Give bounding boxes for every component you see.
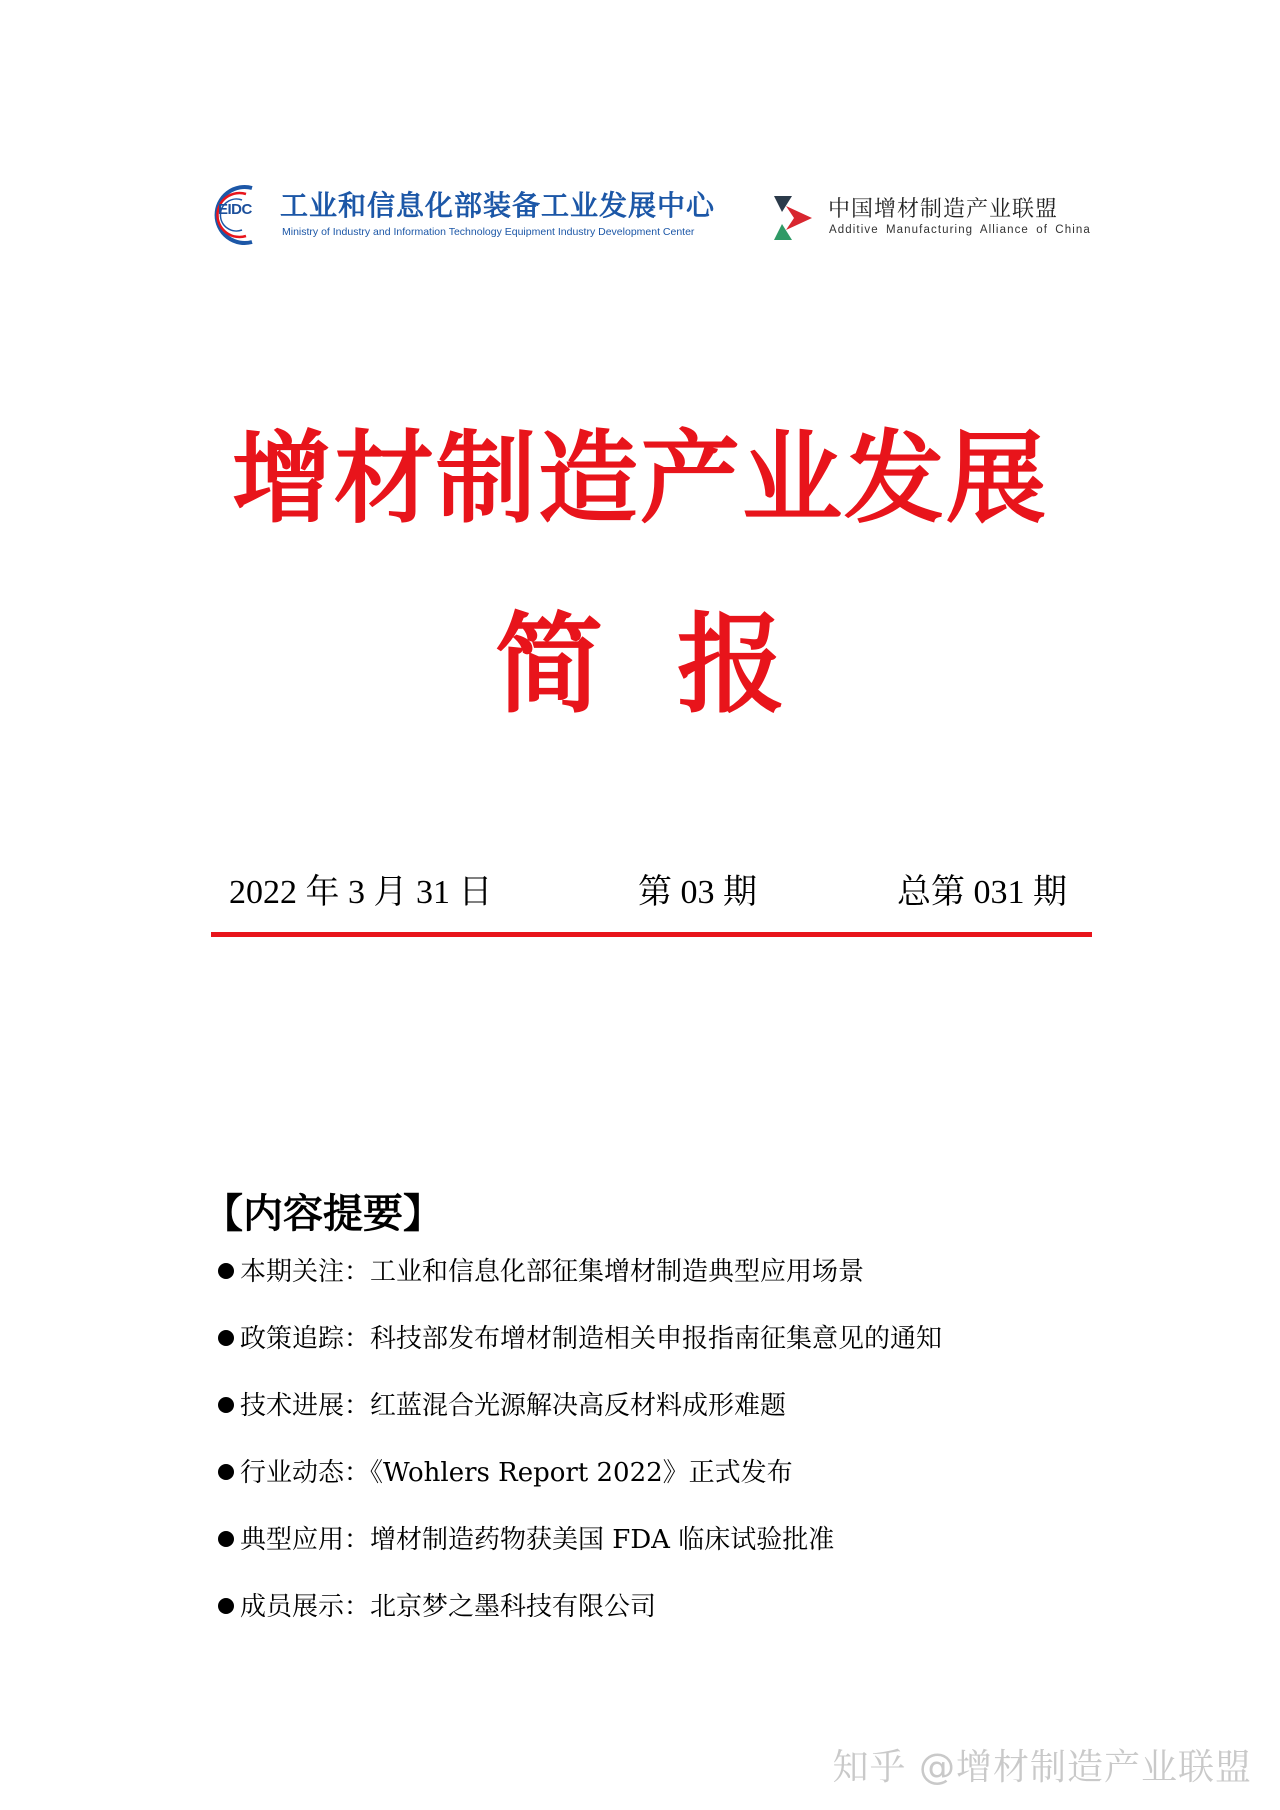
- issue-total-number: 总第 031 期: [897, 874, 1067, 911]
- report-title: 增材制造产业发展: [232, 419, 1048, 537]
- summary-item: [218, 1455, 942, 1522]
- summary-item-text: 红蓝混合光源解决高反材料成形难题: [370, 1391, 787, 1421]
- issue-number: 第 03 期: [638, 874, 757, 911]
- eidc-logo: [212, 178, 716, 254]
- bullet-icon: [218, 1531, 234, 1547]
- eidc-mark-text: EIDC: [218, 201, 252, 218]
- summary-item-label: 典型应用：: [240, 1525, 371, 1555]
- issue-info-row: [0, 864, 1280, 914]
- bullet-icon: [218, 1330, 234, 1346]
- bullet-icon: [218, 1263, 234, 1279]
- alliance-name-cn: 中国增材制造产业联盟: [828, 197, 1059, 222]
- zhihu-watermark: 知乎 @增材制造产业联盟: [832, 1747, 1252, 1788]
- bullet-icon: [218, 1464, 234, 1480]
- summary-item: [218, 1522, 942, 1589]
- summary-item: [218, 1321, 942, 1388]
- summary-item-text: 科技部发布增材制造相关申报指南征集意见的通知: [370, 1324, 943, 1354]
- bullet-icon: [218, 1598, 234, 1614]
- summary-list: [218, 1254, 942, 1656]
- summary-item: [218, 1254, 942, 1321]
- alliance-name-en: Additive Manufacturing Alliance of China: [829, 224, 1091, 236]
- summary-item-label: 成员展示：: [240, 1592, 371, 1622]
- alliance-logo: [772, 190, 1092, 250]
- summary-item-text: 工业和信息化部征集增材制造典型应用场景: [370, 1257, 865, 1287]
- summary-item-label: 技术进展：: [240, 1391, 371, 1421]
- summary-item: [218, 1388, 942, 1455]
- summary-item-text: 北京梦之墨科技有限公司: [370, 1592, 657, 1622]
- summary-item-label: 本期关注：: [240, 1257, 371, 1287]
- bullet-icon: [218, 1397, 234, 1413]
- issue-date: 2022 年 3 月 31 日: [229, 874, 493, 911]
- alliance-emblem-icon: [772, 192, 816, 244]
- summary-item-text: 《Wohlers Report 2022》正式发布: [370, 1458, 793, 1488]
- org-name-en: Ministry of Industry and Information Technology Equipment Industry Development Center: [282, 226, 695, 238]
- summary-item-label: 行业动态：: [240, 1458, 371, 1488]
- summary-item: [218, 1589, 942, 1656]
- report-subtitle: 简报: [494, 602, 859, 728]
- org-name-cn: 工业和信息化部装备工业发展中心: [280, 189, 716, 222]
- summary-item-label: 政策追踪：: [240, 1324, 371, 1354]
- summary-item-text: 增材制造药物获美国 FDA 临床试验批准: [370, 1525, 835, 1555]
- summary-heading: 【内容提要】: [203, 1191, 443, 1237]
- red-divider: [211, 932, 1092, 937]
